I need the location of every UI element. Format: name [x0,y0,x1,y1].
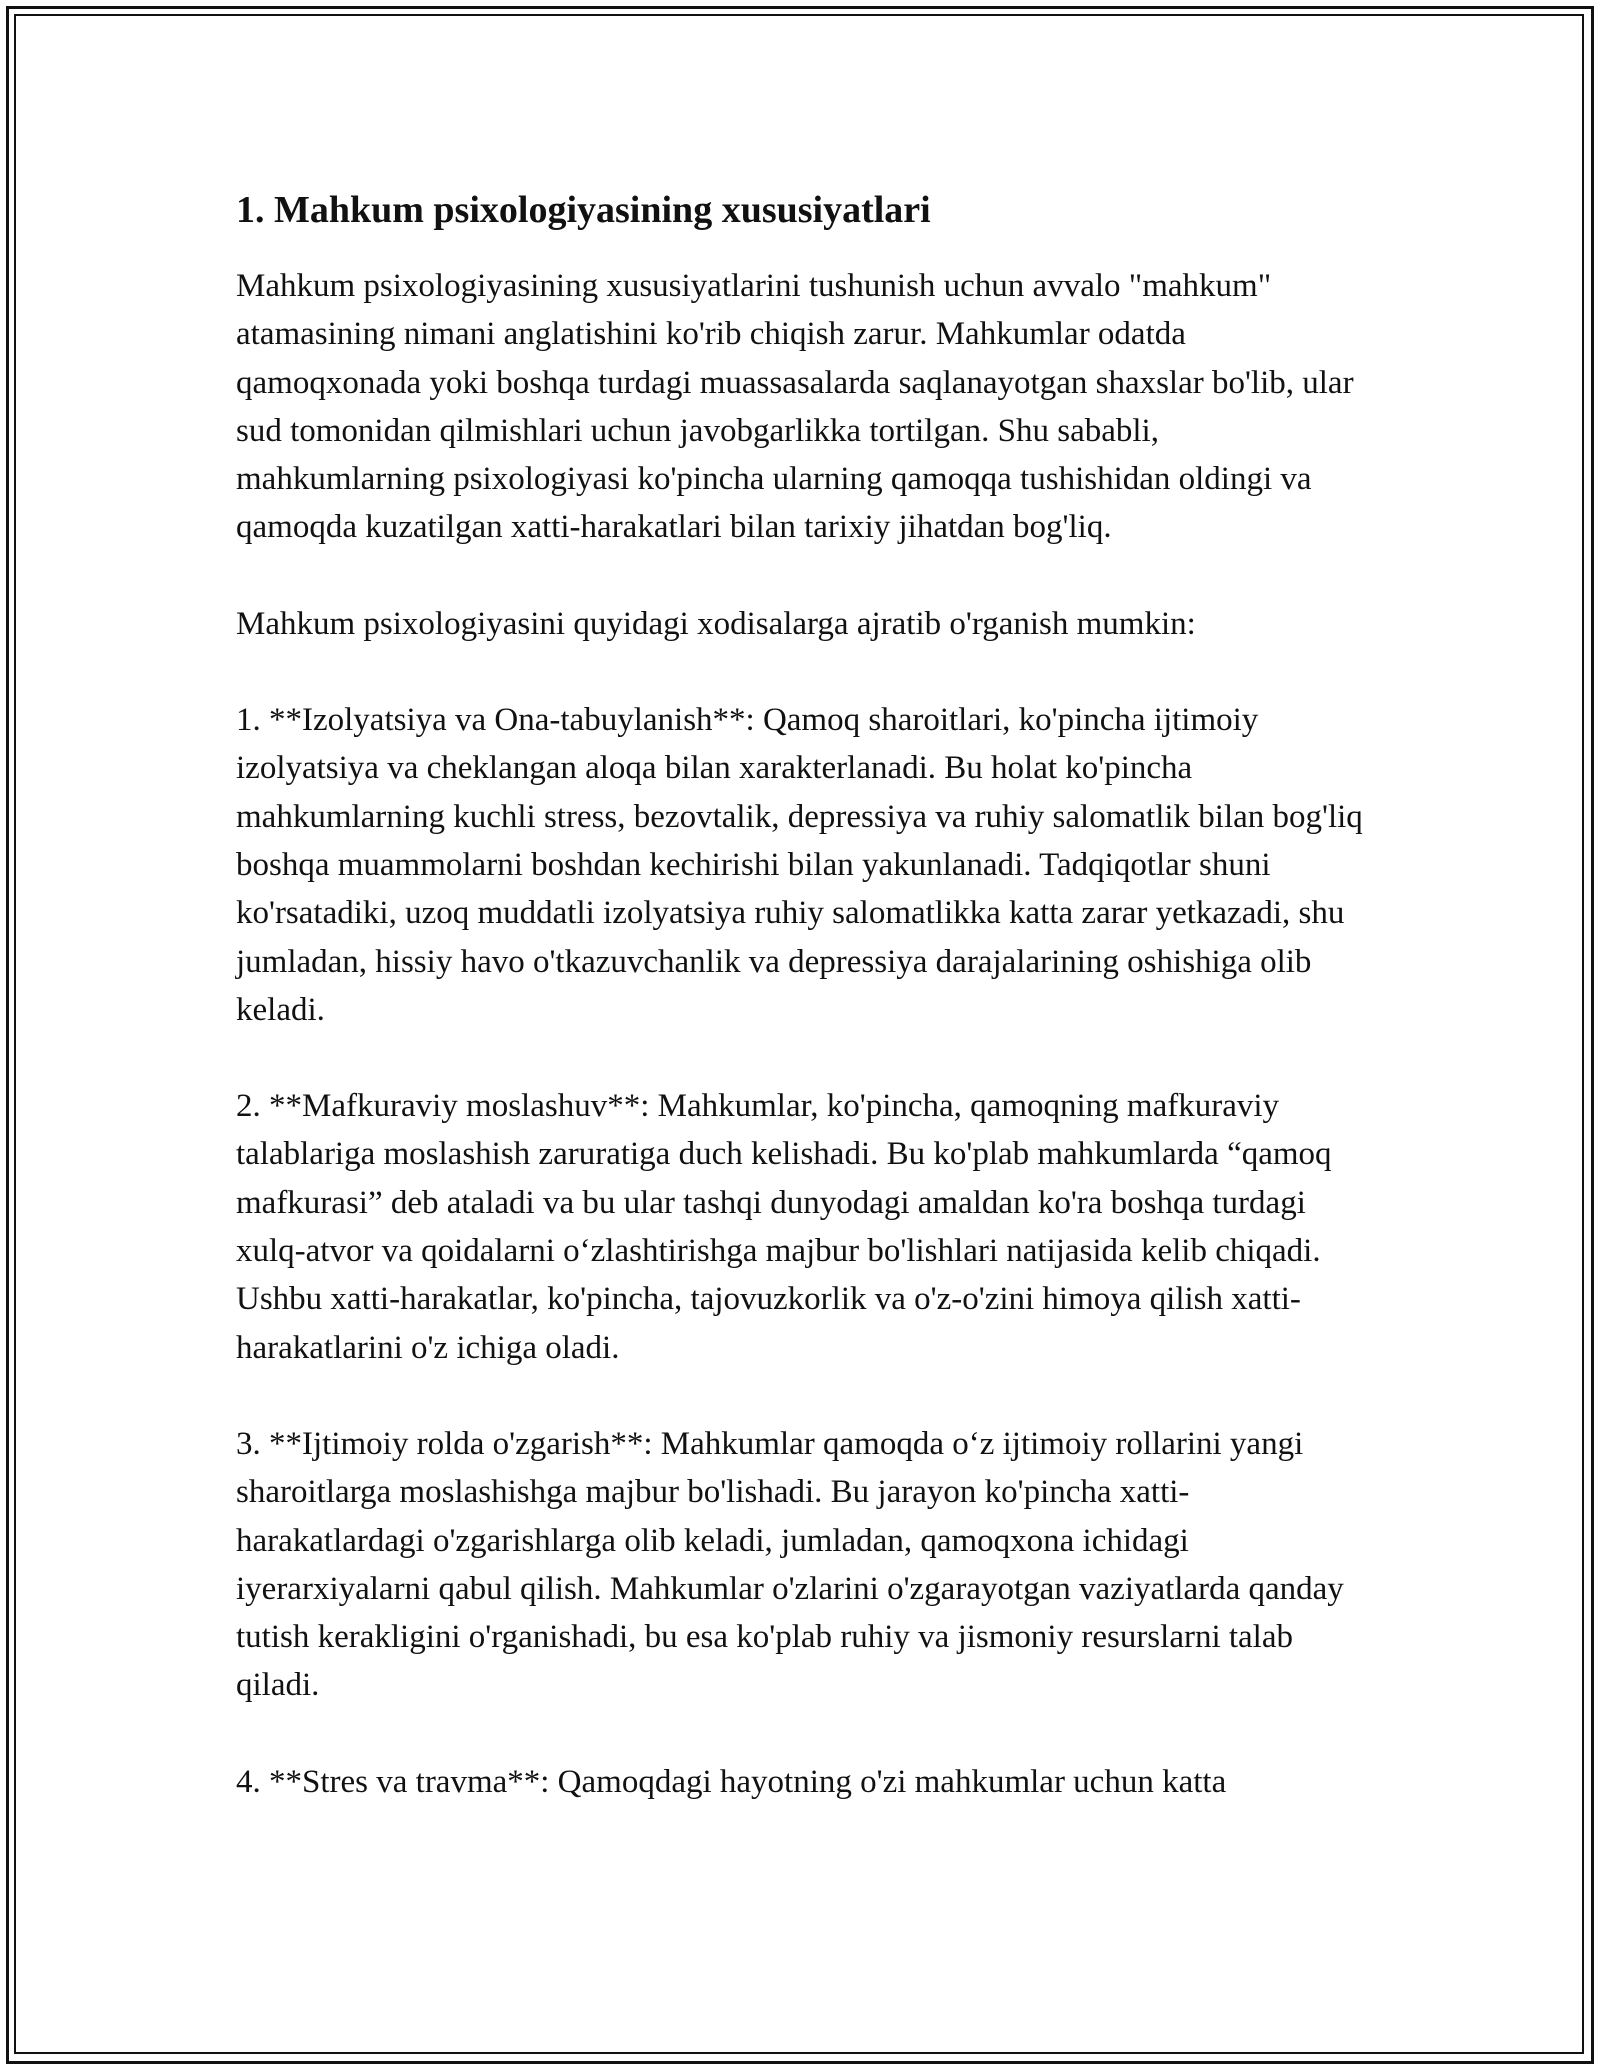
list-item-isolation: 1. **Izolyatsiya va Ona-tabuylanish**: Qamoq sharoitlari, ko'pincha ijtimoiy izolyatsiya va cheklangan aloqa bilan xarakterlanadi. Bu holat ko'pincha mahkumlarning kuchli stress, bezovtalik, depressiya va ruhiy salomatlik bilan bog'liq boshqa muammolarni boshdan kechirishi bilan yakunlanadi. Tadqiqotlar shuni ko'rsatadiki, uzoq muddatli izolyatsiya ruhiy salomatlikka katta zarar yetkazadi, shu jumladan, hissiy havo o'tkazuvchanlik va depressiya darajalarining oshishiga olib keladi. [236,702,1363,1028]
list-intro-paragraph: Mahkum psixologiyasini quyidagi xodisalarga ajratib o'rganish mumkin: [236,605,1196,642]
section-title: 1. Mahkum psixologiyasining xususiyatlari [236,189,931,231]
list-item-social-role-change: 3. **Ijtimoiy rolda o'zgarish**: Mahkumlar qamoqda oʻz ijtimoiy rollarini yangi sharoitlarga moslashishga majbur bo'lishadi. Bu jarayon ko'pincha xatti-harakatlardagi o'zgarishlarga olib keladi, jumladan, qamoqxona ichidagi iyerarxiyalarni qabul qilish. Mahkumlar o'zlarini o'zgarayotgan vaziyatlarda qanday tutish kerakligini o'rganishadi, bu esa ko'plab ruhiy va jismoniy resurslarni talab qiladi. [236,1425,1344,1704]
document-page [236,186,1366,1854]
intro-paragraph: Mahkum psixologiyasining xususiyatlarini tushunish uchun avvalo "mahkum" atamasining nimani anglatishini ko'rib chiqish zarur. Mahkumlar odatda qamoqxonada yoki boshqa turdagi muassasalarda saqlanayotgan shaxslar bo'lib, ular sud tomonidan qilmishlari uchun javobgarlikka tortilgan. Shu sababli, mahkumlarning psixologiyasi ko'pincha ularning qamoqqa tushishidan oldingi va qamoqda kuzatilgan xatti-harakatlari bilan tarixiy jihatdan bog'liq. [236,268,1354,546]
list-item-stress-trauma: 4. **Stres va travma**: Qamoqdagi hayotning o'zi mahkumlar uchun katta [236,1763,1227,1800]
list-item-ideological-adaptation: 2. **Mafkuraviy moslashuv**: Mahkumlar, ko'pincha, qamoqning mafkuraviy talablariga moslashish zaruratiga duch kelishadi. Bu ko'plab mahkumlarda “qamoq mafkurasi” deb ataladi va bu ular tashqi dunyodagi amaldan ko'ra boshqa turdagi xulq-atvor va qoidalarni oʻzlashtirishga majbur bo'lishlari natijasida kelib chiqadi. Ushbu xatti-harakatlar, ko'pincha, tajovuzkorlik va o'z-o'zini himoya qilish xatti-harakatlarini o'z ichiga oladi. [236,1088,1332,1366]
